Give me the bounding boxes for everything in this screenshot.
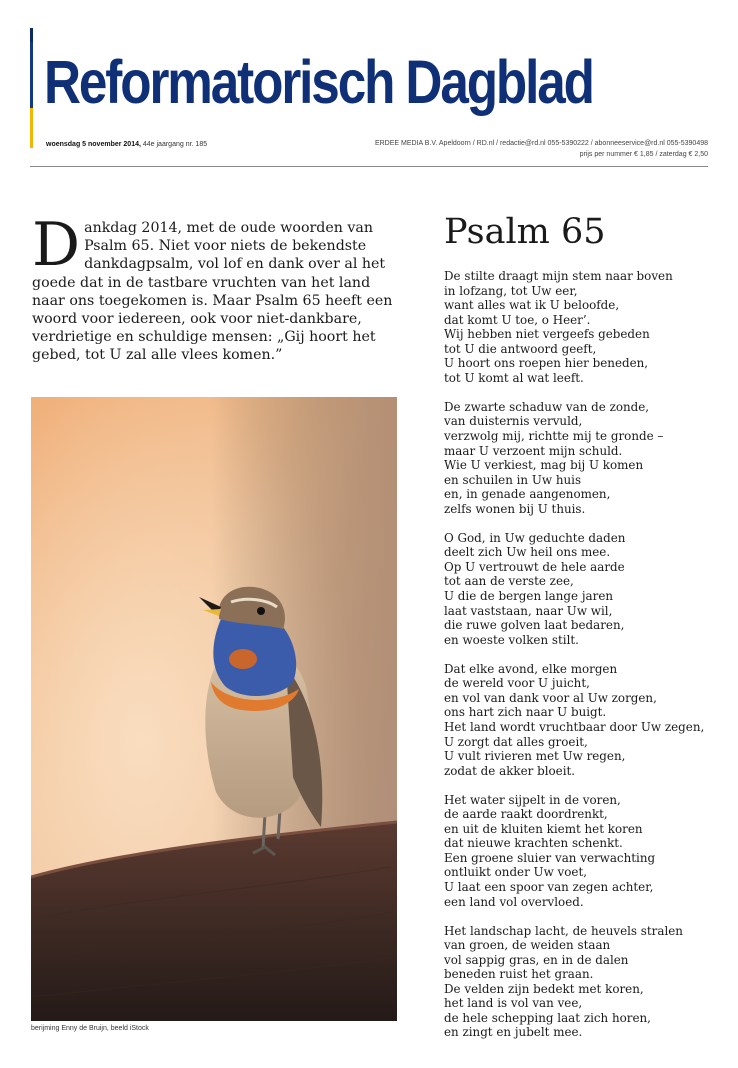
issue-info <box>46 141 207 148</box>
poem-line: Het water sijpelt in de voren, <box>444 792 621 807</box>
poem-line: ontluikt onder Uw voet, <box>444 865 588 880</box>
issue-date: woensdag 5 november 2014, <box>46 141 141 148</box>
bird-photo <box>31 397 397 1021</box>
poem-line: en, in genade aangenomen, <box>444 487 611 502</box>
poem-line: in lofzang, tot Uw eer, <box>444 283 578 298</box>
poem-stanza <box>444 531 714 647</box>
poem-line: deelt zich Uw heil ons mee. <box>444 545 611 560</box>
drop-cap: D <box>32 210 81 280</box>
poem-line: een land vol overvloed. <box>444 894 584 909</box>
poem-line: het land is vol van vee, <box>444 996 583 1011</box>
poem-line: beneden ruist het graan. <box>444 967 594 982</box>
poem-stanza <box>444 662 714 778</box>
poem-line: die ruwe golven laat bedaren, <box>444 618 625 633</box>
poem-line: de wereld voor U juicht, <box>444 676 590 691</box>
poem-line: en schuilen in Uw huis <box>444 472 582 487</box>
poem-line: dat nieuwe krachten schenkt. <box>444 836 623 851</box>
poem-line: en vol van dank voor al Uw zorgen, <box>444 690 657 705</box>
poem-line: zelfs wonen bij U thuis. <box>444 501 586 516</box>
poem-line: De stilte draagt mijn stem naar boven <box>444 269 673 283</box>
poem-line: zodat de akker bloeit. <box>444 763 576 778</box>
poem-line: Wij hebben niet vergeefs gebeden <box>444 327 650 342</box>
poem-line: Het land wordt vruchtbaar door Uw zegen, <box>444 719 705 734</box>
poem-line: U vult rivieren met Uw regen, <box>444 749 626 764</box>
poem-line: Dat elke avond, elke morgen <box>444 661 618 676</box>
poem-stanza <box>444 400 714 516</box>
poem-line: U laat een spoor van zegen achter, <box>444 879 654 894</box>
poem-line: en uit de kluiten kiemt het koren <box>444 821 643 836</box>
poem-stanza <box>444 924 714 1040</box>
publisher-info <box>375 139 708 160</box>
poem-line: Een groene sluier van verwachting <box>444 850 656 865</box>
poem-line: maar U verzoent mijn schuld. <box>444 443 623 458</box>
poem-line: vol sappig gras, en in de dalen <box>444 952 629 967</box>
poem-line: van groen, de weiden staan <box>444 938 611 953</box>
intro-paragraph <box>32 210 400 365</box>
poem-line: tot U die antwoord geeft, <box>444 341 597 356</box>
masthead-color-bar <box>30 28 33 148</box>
poem-line: de aarde raakt doordrenkt, <box>444 807 608 822</box>
poem-line: en zingt en jubelt mee. <box>444 1025 583 1040</box>
poem-line: de hele schepping laat zich horen, <box>444 1010 651 1025</box>
poem-line: Op U vertrouwt de hele aarde <box>444 559 625 574</box>
publisher-contact: ERDEE MEDIA B.V. Apeldoorn / RD.nl / redactie@rd.nl 055-5390222 / abonneeservice@rd.nl 055-5390498 <box>374 140 708 147</box>
poem-line: U hoort ons roepen hier beneden, <box>444 356 649 371</box>
poem-line: De zwarte schaduw van de zonde, <box>444 399 650 414</box>
poem-line: Het landschap lacht, de heuvels stralen <box>444 923 683 938</box>
poem-line: en woeste volken stilt. <box>444 632 579 647</box>
photo-caption: berijming Enny de Bruijn, beeld iStock <box>31 1025 149 1032</box>
poem-line: tot aan de verste zee, <box>444 574 574 589</box>
newspaper-logo: Reformatorisch Dagblad <box>44 48 593 116</box>
poem-line: U zorgt dat alles groeit, <box>444 734 588 749</box>
intro-text: ankdag 2014, met de oude woorden van Psalm 65. Niet voor niets de bekendste dankdagpsalm, vol lof en dank over al het goede dat in de tastbare vruchten van het land naar ons toegekomen is. Maar Psalm 65 heeft een woord voor iedereen, ook voor niet-dankbare, verdrietige en schuldige mensen: „Gij hoort het gebed, tot U zal alle vlees komen.” <box>32 220 393 364</box>
header-divider <box>30 166 708 167</box>
poem-line: ons hart zich naar U buigt. <box>444 705 607 720</box>
poem-body <box>444 269 714 1055</box>
poem-line: U die de bergen lange jaren <box>444 589 614 604</box>
poem-line: verzwolg mij, richtte mij te gronde – <box>444 429 664 444</box>
poem-stanza <box>444 269 714 385</box>
poem-line: tot U komt al wat leeft. <box>444 370 584 385</box>
poem-line: dat komt U toe, o Heer’. <box>444 312 591 327</box>
poem-line: De velden zijn bedekt met koren, <box>444 981 644 996</box>
poem-line: laat vaststaan, naar Uw wil, <box>444 603 613 618</box>
poem-line: Wie U verkiest, mag bij U komen <box>444 458 644 473</box>
poem-line: O God, in Uw geduchte daden <box>444 530 626 545</box>
poem-line: want alles wat ik U beloofde, <box>444 298 620 313</box>
poem-line: van duisternis vervuld, <box>444 414 583 429</box>
poem-stanza <box>444 793 714 909</box>
poem-title: Psalm 65 <box>444 212 606 252</box>
issue-number: 44e jaargang nr. 185 <box>140 141 208 148</box>
price-info: prijs per nummer € 1,85 / zaterdag € 2,50 <box>579 150 708 158</box>
